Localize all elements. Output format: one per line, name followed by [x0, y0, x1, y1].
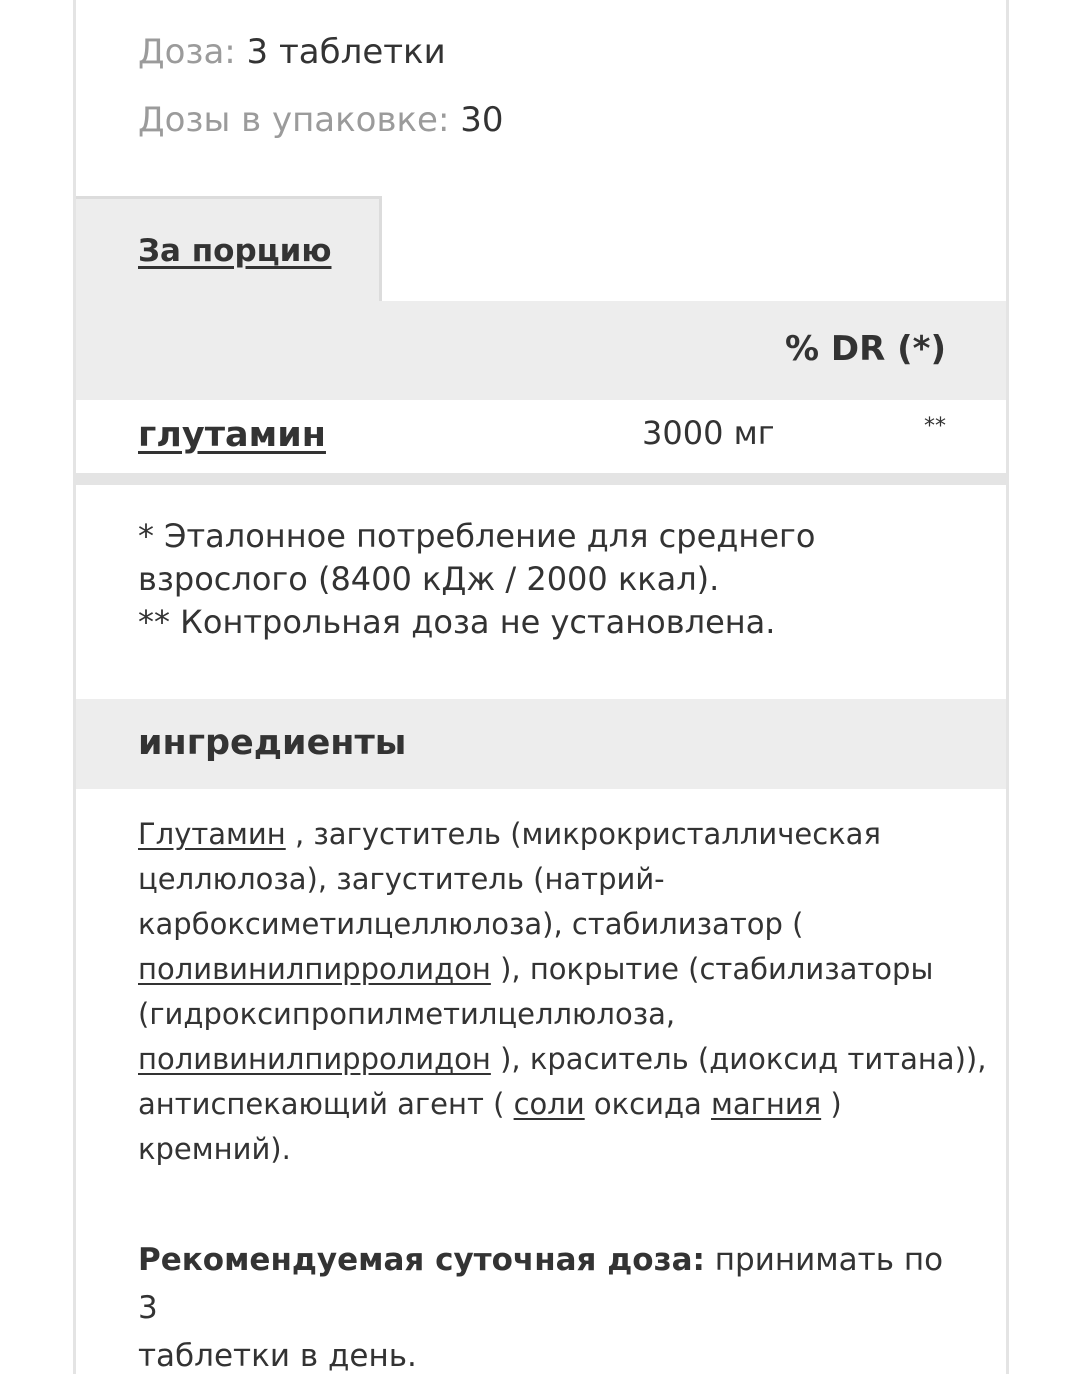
- nutrient-name-link[interactable]: глутамин: [138, 415, 326, 455]
- ingredients-text-part: ), покрытие (стабилизаторы: [500, 952, 934, 986]
- ingredients-line: [138, 947, 968, 992]
- product-info-card: [73, 0, 1009, 1374]
- ingredients-line: [138, 812, 968, 857]
- servings-row: [138, 100, 504, 140]
- ingredient-link-salts[interactable]: соли: [513, 1087, 585, 1121]
- ingredients-line: карбоксиметилцеллюлоза), стабилизатор (: [138, 907, 804, 941]
- table-divider: [76, 473, 1006, 485]
- ingredient-link-magnesium[interactable]: магния: [711, 1087, 822, 1121]
- ingredient-link-glutamine[interactable]: Глутамин: [138, 817, 286, 851]
- dose-value: 3 таблетки: [246, 32, 446, 72]
- ingredients-title: ингредиенты: [138, 723, 407, 763]
- ingredients-text-part: антиспекающий агент (: [138, 1087, 505, 1121]
- ingredients-line: [138, 1082, 968, 1127]
- footnotes: [138, 515, 958, 644]
- ingredients-line: кремний).: [138, 1132, 291, 1166]
- servings-value: 30: [460, 100, 504, 140]
- ingredients-line: целлюлоза), загуститель (натрий-: [138, 862, 665, 896]
- footnote-line: ** Контрольная доза не установлена.: [138, 603, 776, 641]
- dr-column-header: % DR (*): [784, 329, 946, 369]
- ingredient-link-pvp[interactable]: поливинилпирролидон: [138, 952, 491, 986]
- dose-label: Доза:: [138, 32, 236, 72]
- ingredients-text-part: ), краситель (диоксид титана)),: [500, 1042, 987, 1076]
- ingredients-text: [138, 812, 987, 1172]
- tab-per-serving-label[interactable]: За порцию: [138, 233, 332, 269]
- ingredients-text-part: ): [830, 1087, 842, 1121]
- footnote-line: * Эталонное потребление для среднего: [138, 517, 816, 555]
- footnote-line: взрослого (8400 кДж / 2000 ккал).: [138, 560, 720, 598]
- ingredients-text-part: оксида: [593, 1087, 702, 1121]
- recommended-dose-label: Рекомендуемая суточная доза:: [138, 1242, 705, 1278]
- nutrient-dr: **: [924, 414, 946, 439]
- ingredients-header: [76, 699, 1006, 789]
- ingredients-text-part: , загуститель (микрокристаллическая: [294, 817, 881, 851]
- nutrition-table-header: [76, 301, 1006, 400]
- dose-row: [138, 32, 446, 72]
- recommended-dose-text: принимать по 3: [138, 1242, 944, 1326]
- ingredient-link-pvp-2[interactable]: поливинилпирролидон: [138, 1042, 491, 1076]
- recommended-dose-text-2: таблетки в день.: [138, 1338, 417, 1374]
- nutrient-amount: 3000 мг: [642, 414, 775, 452]
- tab-per-serving[interactable]: [76, 196, 382, 302]
- ingredients-line: [138, 1037, 987, 1082]
- recommended-dose: [138, 1236, 968, 1380]
- ingredients-line: (гидроксипропилметилцеллюлоза,: [138, 997, 676, 1031]
- servings-label: Дозы в упаковке:: [138, 100, 450, 140]
